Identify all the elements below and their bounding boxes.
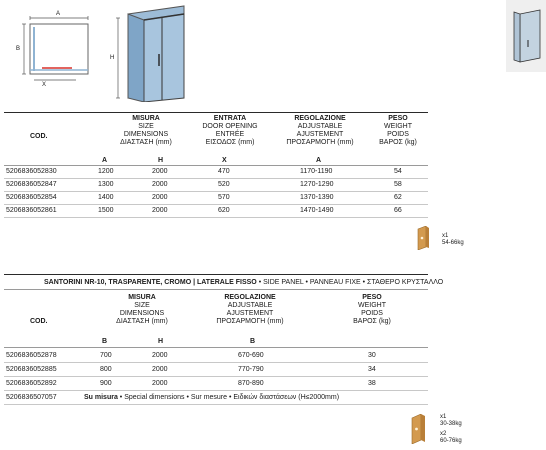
section2-top-rule [4,274,428,275]
section2-title-rule [4,289,428,290]
table1-cod-header: COD. [30,133,48,140]
table2-header-size: MISURA SIZE DIMENSIONS ΔΙΑΣΤΑΣΗ (mm) [116,294,168,325]
table1-top-rule [4,112,428,113]
table1-header-rule [4,165,428,166]
table1-header-door-opening: ENTRATA DOOR OPENING ENTRÉE ΕΙΣΟΔΟΣ (mm) [202,115,258,146]
plan-view-diagram [16,8,100,90]
section2-title: SANTORINI NR-10, TRASPARENTE, CROMO | LATERALE FISSO • SIDE PANEL • PANNEAU FIXE • ΣΤΑΘΕΡΟ ΚΡΥΣΤΑΛΛΟ [44,279,444,286]
row-divider [4,217,428,218]
table2-sub-b: B [102,338,108,345]
dimension-a-label: A [56,11,61,17]
package-weight: 54-66kg [442,240,464,246]
table1-sub-h: H [158,157,164,164]
row-divider [4,204,428,205]
dimension-x-label: X [42,82,47,88]
table2-header-adjustable: REGOLAZIONE ADJUSTABLE AJUSTEMENT ΠΡΟΣΑΡΜΟΓΗ (mm) [216,294,284,325]
table1-sub-a2: A [316,157,322,164]
shower-3d-diagram [104,4,194,102]
row-divider [4,178,428,179]
table2-header-rule [4,347,428,348]
row-divider [4,404,428,405]
row-divider [4,191,428,192]
package-qty-2: x2 [440,431,447,437]
package-weight-2: 60-76kg [440,438,462,444]
package-weight-1: 30-38kg [440,421,462,427]
package-qty-1: x1 [440,414,447,420]
row-divider [4,376,428,377]
table2-cod-header: COD. [30,318,48,325]
row-divider [4,362,428,363]
package-qty: x1 [442,233,449,239]
table2-sub-h: H [158,338,164,345]
table1-header-weight: PESO WEIGHT POIDS ΒΑΡΟΣ (kg) [379,115,417,146]
product-thumbnail [506,0,546,72]
dimension-h-label: H [110,55,115,61]
table1-header-adjustable: REGOLAZIONE ADJUSTABLE AJUSTEMENT ΠΡΟΣΑΡΜΟΓΗ (mm) [286,115,354,146]
row-divider [4,390,428,391]
table2-header-weight: PESO WEIGHT POIDS ΒΑΡΟΣ (kg) [353,294,391,325]
package-box-icon [410,414,426,444]
table2-sub-b2: B [250,338,256,345]
table1-sub-x: X [222,157,227,164]
package-box-icon [416,226,430,250]
table1-sub-a: A [102,157,108,164]
table1-header-size: MISURA SIZE DIMENSIONS ΔΙΑΣΤΑΣΗ (mm) [120,115,172,146]
dimension-b-label: B [16,46,21,52]
